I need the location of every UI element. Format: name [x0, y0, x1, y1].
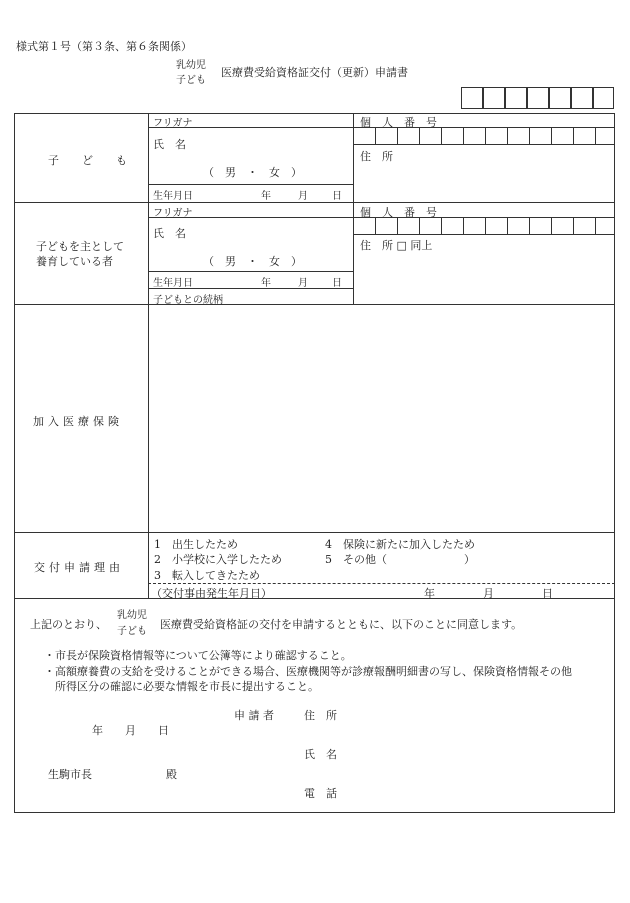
cell-divider [419, 217, 420, 234]
applicant-label: 申 請 者 [234, 709, 274, 722]
page-title: 医療費受給資格証交付（更新）申請書 [221, 66, 408, 79]
cell-divider [485, 217, 486, 234]
child-section-label: 子 ど も [48, 154, 133, 167]
cell-divider [551, 127, 552, 144]
consent-bullet-1: ・市長が保険資格情報等について公簿等により確認すること。 [44, 649, 352, 662]
divider [353, 217, 615, 218]
number-box[interactable] [527, 87, 549, 109]
number-box[interactable] [571, 87, 593, 109]
event-date-year: 年 [424, 587, 435, 600]
child-birthdate-label: 生年月日 [153, 191, 193, 202]
guardian-relationship-label: 子どもとの続柄 [153, 295, 223, 306]
mayor-label: 生駒市長 [48, 768, 92, 781]
cell-divider [573, 127, 574, 144]
child-personal-number-label: 個 人 番 号 [360, 116, 437, 129]
divider [353, 144, 615, 145]
honorific: 殿 [166, 768, 177, 781]
declaration-text: 医療費受給資格証の交付を申請するとともに、以下のことに同意します。 [160, 618, 523, 631]
cell-divider [463, 127, 464, 144]
cell-divider [375, 217, 376, 234]
cell-divider [529, 217, 530, 234]
child-gender-choice[interactable]: （ 男 ・ 女 ） [203, 166, 302, 179]
cell-divider [595, 127, 596, 144]
guardian-birth-year: 年 [261, 278, 271, 289]
guardian-birth-day: 日 [332, 278, 342, 289]
number-box[interactable] [593, 87, 614, 109]
event-date-day: 日 [542, 587, 553, 600]
insurance-section-label: 加入医療保険 [33, 415, 123, 428]
divider [353, 127, 615, 128]
guardian-address-label[interactable]: 住 所 □ 同上 [360, 239, 433, 252]
event-date-label: （交付事由発生年月日） [151, 587, 272, 600]
cell-divider [441, 217, 442, 234]
number-box[interactable] [461, 87, 483, 109]
event-date-month: 月 [483, 587, 494, 600]
guardian-gender-choice[interactable]: （ 男 ・ 女 ） [203, 255, 302, 268]
divider [148, 583, 615, 584]
consent-bullet-2-line2: 所得区分の確認に必要な情報を市長に提出すること。 [55, 680, 319, 693]
guardian-birth-month: 月 [298, 278, 308, 289]
title-stacked-top: 乳幼児 [176, 60, 206, 71]
divider [14, 598, 615, 599]
cell-divider [397, 217, 398, 234]
cell-divider [551, 217, 552, 234]
reason-option-5[interactable]: 5 その他（ ） [325, 553, 475, 566]
child-birth-month: 月 [298, 191, 308, 202]
applicant-address-label: 住 所 [304, 709, 337, 722]
divider [14, 532, 615, 533]
cell-divider [375, 127, 376, 144]
reason-option-2[interactable]: 2 小学校に入学したため [154, 553, 282, 566]
guardian-birthdate-label: 生年月日 [153, 278, 193, 289]
child-name-label: 氏 名 [153, 138, 186, 151]
number-box[interactable] [505, 87, 527, 109]
divider [148, 184, 353, 185]
guardian-section-label-line1: 子どもを主として [36, 240, 124, 253]
application-date[interactable]: 年 月 日 [92, 724, 169, 737]
cell-divider [485, 127, 486, 144]
divider [148, 271, 353, 272]
guardian-furigana-label: フリガナ [153, 208, 193, 219]
number-box[interactable] [549, 87, 571, 109]
cell-divider [507, 127, 508, 144]
divider [353, 234, 615, 235]
insurance-field[interactable] [149, 305, 614, 531]
cell-divider [529, 127, 530, 144]
reason-option-3[interactable]: 3 転入してきたため [154, 569, 260, 582]
child-furigana-label: フリガナ [153, 118, 193, 129]
cell-divider [573, 217, 574, 234]
child-birth-day: 日 [332, 191, 342, 202]
guardian-personal-number-label: 個 人 番 号 [360, 206, 437, 219]
consent-bullet-2-line1: ・高額療養費の支給を受けることができる場合、医療機関等が診療報酬明細書の写し、保険資格情報その他 [44, 665, 572, 678]
guardian-name-label: 氏 名 [153, 227, 186, 240]
guardian-section-label-line2: 養育している者 [36, 255, 113, 268]
applicant-phone-label: 電 話 [304, 787, 337, 800]
child-address-label: 住 所 [360, 150, 393, 163]
reason-section-label: 交付申請理由 [34, 561, 124, 574]
declaration-stacked-top: 乳幼児 [117, 610, 147, 621]
cell-divider [463, 217, 464, 234]
applicant-name-label: 氏 名 [304, 748, 337, 761]
title-stacked-bottom: 子ども [176, 75, 206, 86]
reason-option-1[interactable]: 1 出生したため [154, 538, 238, 551]
declaration-stacked-bottom: 子ども [117, 626, 147, 637]
cell-divider [507, 217, 508, 234]
cell-divider [419, 127, 420, 144]
cell-divider [397, 127, 398, 144]
cell-divider [595, 217, 596, 234]
divider [14, 202, 615, 203]
cell-divider [441, 127, 442, 144]
reason-option-4[interactable]: 4 保険に新たに加入したため [325, 538, 475, 551]
child-birth-year: 年 [261, 191, 271, 202]
number-box[interactable] [483, 87, 505, 109]
form-number: 様式第１号（第３条、第６条関係） [16, 40, 192, 53]
declaration-lead: 上記のとおり、 [30, 618, 107, 631]
